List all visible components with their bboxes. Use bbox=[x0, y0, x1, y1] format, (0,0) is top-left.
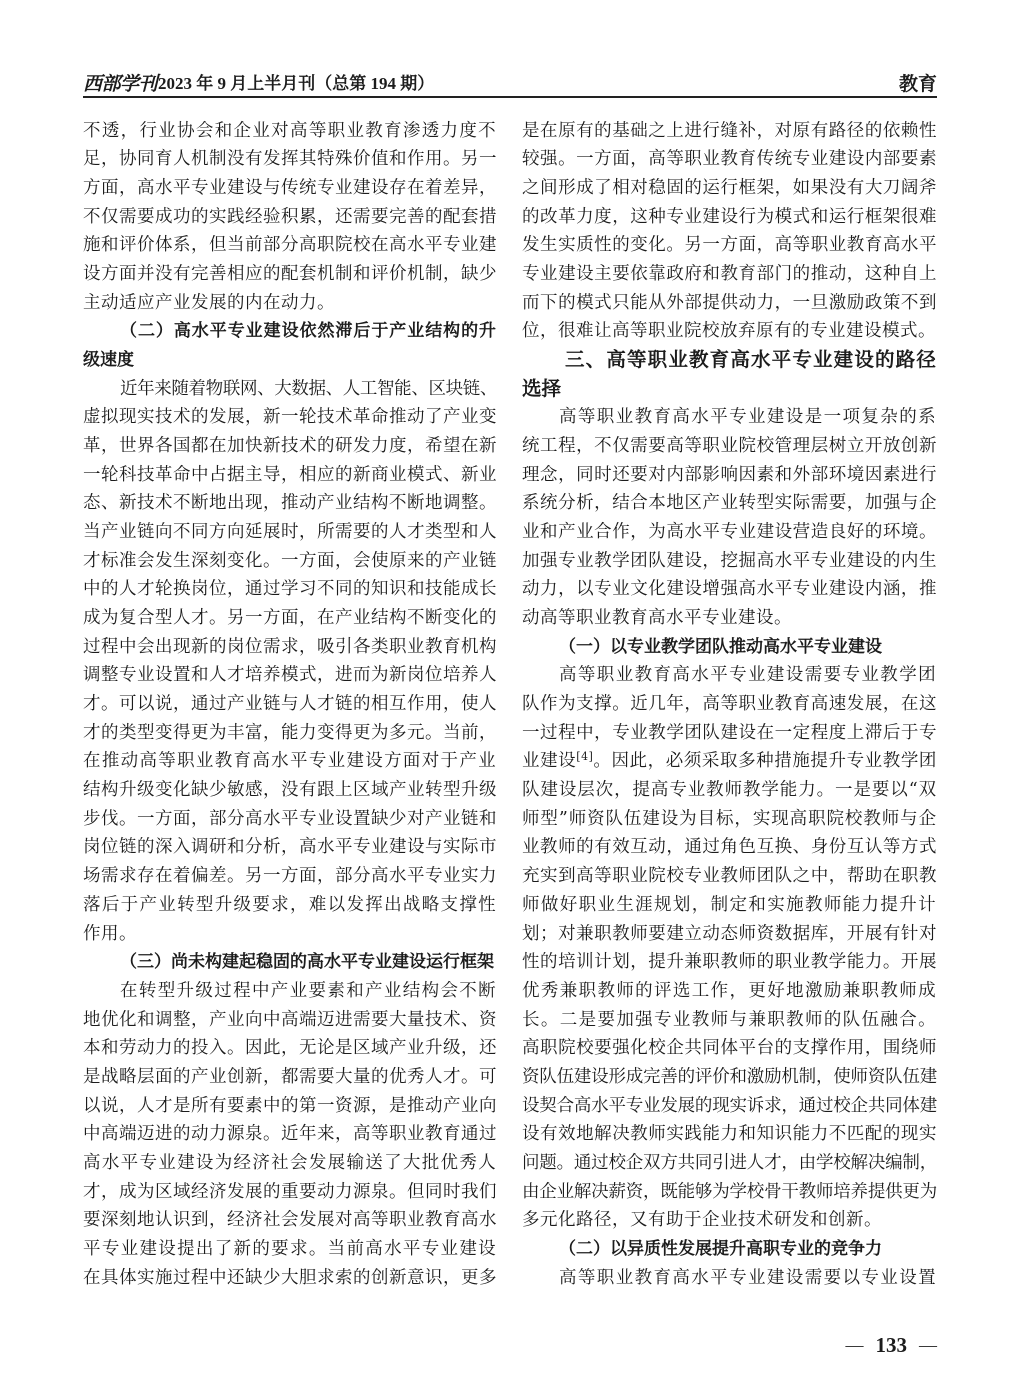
text-line bbox=[83, 719, 497, 748]
paragraph bbox=[522, 403, 937, 632]
text-line bbox=[522, 977, 937, 1006]
text-line bbox=[522, 1063, 937, 1092]
line-text: 中的人才轮换岗位，通过学习不同的知识和技能成长 bbox=[83, 579, 497, 600]
line-text: 业教师的有效互动，通过角色互换、身份互认等方式 bbox=[522, 837, 937, 858]
line-text: （三）尚未构建起稳固的高水平专业建设运行框架 bbox=[120, 952, 494, 973]
text-line bbox=[83, 489, 497, 518]
text-line bbox=[83, 1149, 497, 1178]
text-line bbox=[522, 375, 937, 404]
line-text: 结构升级变化缺少敏感，没有跟上区域产业转型升级 bbox=[83, 780, 497, 801]
line-text: 多元化路径，又有助于企业技术研发和创新。 bbox=[522, 1210, 882, 1231]
text-line bbox=[83, 1034, 497, 1063]
line-text: 发生实质性的变化。另一方面，高等职业教育高水平 bbox=[522, 235, 937, 256]
text-line bbox=[522, 117, 937, 146]
left-column bbox=[83, 117, 497, 1293]
text-line bbox=[83, 117, 497, 146]
line-text: 位，很难让高等职业院校放弃原有的专业建设模式。 bbox=[522, 321, 936, 342]
text-line bbox=[83, 805, 497, 834]
line-text: 统工程，不仅需要高等职业院校管理层树立开放创新 bbox=[522, 436, 937, 457]
text-line bbox=[522, 289, 937, 318]
page-number: 133 bbox=[875, 1333, 907, 1357]
line-text: 性的培训计划，提升兼职教师的职业教学能力。开展 bbox=[522, 952, 937, 973]
line-text: 地优化和调整，产业向中高端迈进需要大量技术、资 bbox=[83, 1009, 497, 1030]
line-text: 落后于产业转型升级要求，难以发挥出战略支撑性 bbox=[83, 894, 497, 915]
line-text: 中高端迈进的动力源泉。近年来，高等职业教育通过 bbox=[83, 1124, 497, 1145]
line-text: 理念，同时还要对内部影响因素和外部环境因素进行 bbox=[522, 464, 937, 485]
line-text: 才。可以说，通过产业链与人才链的相互作用，使人 bbox=[83, 694, 497, 715]
line-text: 长。二是要加强专业教师与兼职教师的队伍融合。 bbox=[522, 1009, 937, 1030]
text-line bbox=[522, 174, 937, 203]
text-line bbox=[522, 547, 937, 576]
text-line bbox=[522, 948, 937, 977]
line-text: 资队伍建设形成完善的评价和激励机制，使师资队伍建 bbox=[522, 1066, 937, 1087]
line-text: （二）高水平专业建设依然滞后于产业结构的升 bbox=[120, 321, 497, 342]
line-text: 一轮科技革命中占据主导，相应的新商业模式、新业 bbox=[83, 464, 497, 485]
text-line bbox=[522, 1178, 937, 1207]
paragraph bbox=[83, 375, 497, 948]
line-text: 三、高等职业教育高水平专业建设的路径 bbox=[565, 348, 937, 372]
journal-logo: 西部学刊 bbox=[83, 73, 158, 95]
text-line bbox=[83, 1063, 497, 1092]
text-line bbox=[83, 776, 497, 805]
text-line bbox=[83, 1092, 497, 1121]
text-line bbox=[522, 833, 937, 862]
text-line bbox=[83, 891, 497, 920]
line-text: 施和评价体系，但当前部分高职院校在高水平专业建 bbox=[83, 235, 497, 256]
text-line bbox=[83, 633, 497, 662]
text-line bbox=[522, 891, 937, 920]
line-text: 师做好职业生涯规划，制定和实施教师能力提升计 bbox=[522, 894, 937, 915]
text-line bbox=[83, 1206, 497, 1235]
line-text: 高等职业教育高水平专业建设需要专业教学团 bbox=[559, 665, 937, 686]
line-text: 专业建设主要依靠政府和教育部门的推动，这种自上 bbox=[522, 264, 937, 285]
text-line bbox=[522, 432, 937, 461]
text-line bbox=[83, 920, 497, 949]
section-heading bbox=[522, 346, 937, 403]
line-text: 设有效地解决教师实践能力和知识能力不匹配的现实 bbox=[522, 1124, 937, 1145]
line-text: 方面，高水平专业建设与传统专业建设存在着差异， bbox=[83, 178, 497, 199]
citation-reference: [4] bbox=[576, 750, 594, 764]
text-line bbox=[522, 260, 937, 289]
line-text: 由企业解决薪资，既能够为学校骨干教师培养提供更为 bbox=[522, 1181, 937, 1202]
text-line bbox=[83, 403, 497, 432]
line-text: 要深刻地认识到，经济社会发展对高等职业教育高水 bbox=[83, 1210, 497, 1231]
line-text: 本和劳动力的投入。因此，无论是区域产业升级，还 bbox=[83, 1038, 497, 1059]
line-text: 过程中会出现新的岗位需求，吸引各类职业教育机构 bbox=[83, 636, 497, 657]
line-text: 之间形成了相对稳固的运行框架，如果没有大刀阔斧 bbox=[522, 178, 937, 199]
line-text: 在推动高等职业教育高水平专业建设方面对于产业 bbox=[83, 751, 497, 772]
text-line bbox=[522, 776, 937, 805]
issue-info: 2023 年 9 月上半月刊（总第 194 期） bbox=[158, 74, 435, 93]
text-line bbox=[83, 432, 497, 461]
line-text: 当产业链向不同方向延展时，所需要的人才类型和人 bbox=[83, 522, 497, 543]
line-text: 调整专业设置和人才培养模式，进而为新岗位培养人 bbox=[83, 665, 497, 686]
line-text: 高等职业教育高水平专业建设需要以专业设置 bbox=[559, 1267, 937, 1288]
text-line bbox=[83, 690, 497, 719]
line-text: 加强专业教学团队建设，挖掘高水平专业建设的内生 bbox=[522, 550, 937, 571]
line-text: 是战略层面的产业创新，都需要大量的优秀人才。可 bbox=[83, 1066, 497, 1087]
line-text: 不透，行业协会和企业对高等职业教育渗透力度不 bbox=[83, 120, 497, 141]
text-line bbox=[522, 1034, 937, 1063]
line-text: 高水平专业建设为经济社会发展输送了大批优秀人 bbox=[83, 1152, 497, 1173]
line-text: 队建设层次，提高专业教师教学能力。一是要以“双 bbox=[522, 780, 937, 801]
text-line bbox=[83, 260, 497, 289]
text-line bbox=[83, 518, 497, 547]
text-line bbox=[83, 231, 497, 260]
line-text: 作用。 bbox=[83, 923, 137, 944]
line-text: 才标准会发生深刻变化。一方面，会使原来的产业链 bbox=[83, 550, 497, 571]
line-text: 主动适应产业发展的内在动力。 bbox=[83, 292, 335, 313]
text-line bbox=[83, 346, 497, 375]
text-line bbox=[522, 403, 937, 432]
text-line bbox=[522, 719, 937, 748]
line-text: 动力，以专业文化建设增强高水平专业建设内涵，推 bbox=[522, 579, 937, 600]
text-line bbox=[522, 661, 937, 690]
line-text: 充实到高等职业院校专业教师团队之中，帮助在职教 bbox=[522, 866, 937, 887]
line-text: 革，世界各国都在加快新技术的研发力度，希望在新 bbox=[83, 436, 497, 457]
text-line bbox=[522, 203, 937, 232]
header-rule bbox=[83, 96, 937, 98]
line-text: 成为复合型人才。另一方面，在产业结构不断变化的 bbox=[83, 608, 497, 629]
line-text: 足，协同育人机制没有发挥其特殊价值和作用。另一 bbox=[83, 149, 497, 170]
line-text: 高职院校要强化校企共同体平台的支撑作用，围绕师 bbox=[522, 1038, 937, 1059]
text-line bbox=[83, 1264, 497, 1293]
line-text: 队作为支撑。近几年，高等职业教育高速发展，在这 bbox=[522, 694, 937, 715]
text-segment: 业建设 bbox=[522, 751, 577, 772]
line-text: 问题。通过校企双方共同引进人才，由学校解决编制， bbox=[522, 1152, 937, 1173]
line-text: 一过程中，专业教学团队建设在一定程度上滞后于专 bbox=[522, 722, 937, 743]
line-text: 的改革力度，这种专业建设行为模式和运行框架很难 bbox=[522, 206, 937, 227]
line-text: 平专业建设提出了新的要求。当前高水平专业建设 bbox=[83, 1238, 497, 1259]
text-line bbox=[83, 747, 497, 776]
line-text: 划；对兼职教师要建立动态师资数据库，开展有针对 bbox=[522, 923, 937, 944]
subsection-heading bbox=[83, 317, 497, 374]
line-text: 在具体实施过程中还缺少大胆求索的创新意识，更多 bbox=[83, 1267, 497, 1288]
page-footer bbox=[846, 1333, 938, 1357]
text-line bbox=[83, 977, 497, 1006]
text-line bbox=[83, 289, 497, 318]
line-text: 较强。一方面，高等职业教育传统专业建设内部要素 bbox=[522, 149, 937, 170]
line-text: 场需求存在着偏差。另一方面，部分高水平专业实力 bbox=[83, 866, 497, 887]
text-line bbox=[522, 1235, 937, 1264]
text-line bbox=[522, 1149, 937, 1178]
text-line bbox=[522, 346, 937, 375]
line-text: 师型”师资队伍建设为目标，实现高职院校教师与企 bbox=[522, 808, 937, 829]
text-line bbox=[83, 375, 497, 404]
line-text: 级速度 bbox=[83, 350, 134, 371]
paragraph bbox=[522, 1264, 937, 1293]
text-line bbox=[522, 805, 937, 834]
section-label: 教育 bbox=[898, 73, 937, 95]
line-text: 是在原有的基础之上进行缝补，对原有路径的依赖性 bbox=[522, 120, 937, 141]
text-line bbox=[83, 604, 497, 633]
subsection-heading bbox=[83, 948, 497, 977]
text-line bbox=[83, 461, 497, 490]
text-line bbox=[522, 1206, 937, 1235]
text-line bbox=[522, 920, 937, 949]
text-line bbox=[83, 174, 497, 203]
line-text: 步伐。一方面，部分高水平专业设置缺少对产业链和 bbox=[83, 808, 497, 829]
text-line bbox=[83, 1120, 497, 1149]
text-line bbox=[522, 1264, 937, 1293]
text-line bbox=[522, 575, 937, 604]
line-text: 态、新技术不断地出现，推动产业结构不断地调整。 bbox=[83, 493, 497, 514]
paragraph bbox=[522, 661, 937, 1234]
line-text: 而下的模式只能从外部提供动力，一旦激励政策不到 bbox=[522, 292, 937, 313]
line-text: 岗位链的深入调研和分析，高水平专业建设与实际市 bbox=[83, 837, 497, 858]
text-line bbox=[83, 1235, 497, 1264]
text-line bbox=[83, 661, 497, 690]
line-text: 优秀兼职教师的评选工作，更好地激励兼职教师成 bbox=[522, 980, 937, 1001]
line-text: 才，成为区域经济发展的重要动力源泉。但同时我们 bbox=[83, 1181, 497, 1202]
line-text: 不仅需要成功的实践经验积累，还需要完善的配套措 bbox=[83, 206, 497, 227]
text-line bbox=[522, 1006, 937, 1035]
line-text: 设方面并没有完善相应的配套机制和评价机制，缺少 bbox=[83, 264, 497, 285]
line-text: 虚拟现实技术的发展，新一轮技术革命推动了产业变 bbox=[83, 407, 497, 428]
line-text bbox=[522, 751, 937, 771]
text-line bbox=[83, 547, 497, 576]
right-column bbox=[522, 117, 937, 1293]
text-line bbox=[83, 1006, 497, 1035]
subsection-heading bbox=[522, 1235, 937, 1264]
line-text: 以说，人才是所有要素中的第一资源，是推动产业向 bbox=[83, 1095, 497, 1116]
footer-dash-left: — bbox=[845, 1335, 864, 1355]
text-line bbox=[83, 575, 497, 604]
text-line bbox=[522, 633, 937, 662]
text-line bbox=[522, 231, 937, 260]
footer-dash-right: — bbox=[919, 1335, 937, 1355]
text-line bbox=[522, 145, 937, 174]
text-line bbox=[522, 489, 937, 518]
line-text: 选择 bbox=[522, 376, 562, 400]
paragraph bbox=[83, 117, 497, 318]
subsection-heading bbox=[522, 633, 937, 662]
line-text: 近年来随着物联网、大数据、人工智能、区块链、 bbox=[120, 378, 497, 399]
text-line bbox=[83, 145, 497, 174]
text-line bbox=[83, 862, 497, 891]
line-text: 系统分析，结合本地区产业转型实际需要，加强与企 bbox=[522, 493, 937, 514]
text-line bbox=[522, 690, 937, 719]
line-text: 动高等职业教育高水平专业建设。 bbox=[522, 608, 792, 629]
line-text: 才的类型变得更为丰富，能力变得更为多元。当前， bbox=[83, 722, 497, 743]
text-line bbox=[83, 833, 497, 862]
line-text: （二）以异质性发展提升高职专业的竞争力 bbox=[559, 1238, 882, 1259]
text-line bbox=[83, 948, 497, 977]
text-line bbox=[522, 1092, 937, 1121]
text-line bbox=[522, 461, 937, 490]
text-line bbox=[522, 604, 937, 633]
text-line bbox=[522, 317, 937, 346]
line-text: （一）以专业教学团队推动高水平专业建设 bbox=[559, 636, 882, 657]
paragraph bbox=[522, 117, 937, 346]
paragraph bbox=[83, 977, 497, 1292]
text-line bbox=[522, 518, 937, 547]
text-line bbox=[83, 317, 497, 346]
text-line bbox=[522, 747, 937, 776]
text-line bbox=[522, 862, 937, 891]
line-text: 业和产业合作，为高水平专业建设营造良好的环境。 bbox=[522, 522, 937, 543]
text-line bbox=[522, 1120, 937, 1149]
running-header bbox=[83, 71, 937, 97]
line-text: 设契合高水平专业发展的现实诉求，通过校企共同体建 bbox=[522, 1095, 937, 1116]
line-text: 在转型升级过程中产业要素和产业结构会不断 bbox=[120, 980, 497, 1001]
line-text: 高等职业教育高水平专业建设是一项复杂的系 bbox=[559, 407, 937, 428]
text-line bbox=[83, 1178, 497, 1207]
text-segment: 。因此，必须采取多种措施提升专业教学团 bbox=[593, 751, 938, 772]
text-line bbox=[83, 203, 497, 232]
